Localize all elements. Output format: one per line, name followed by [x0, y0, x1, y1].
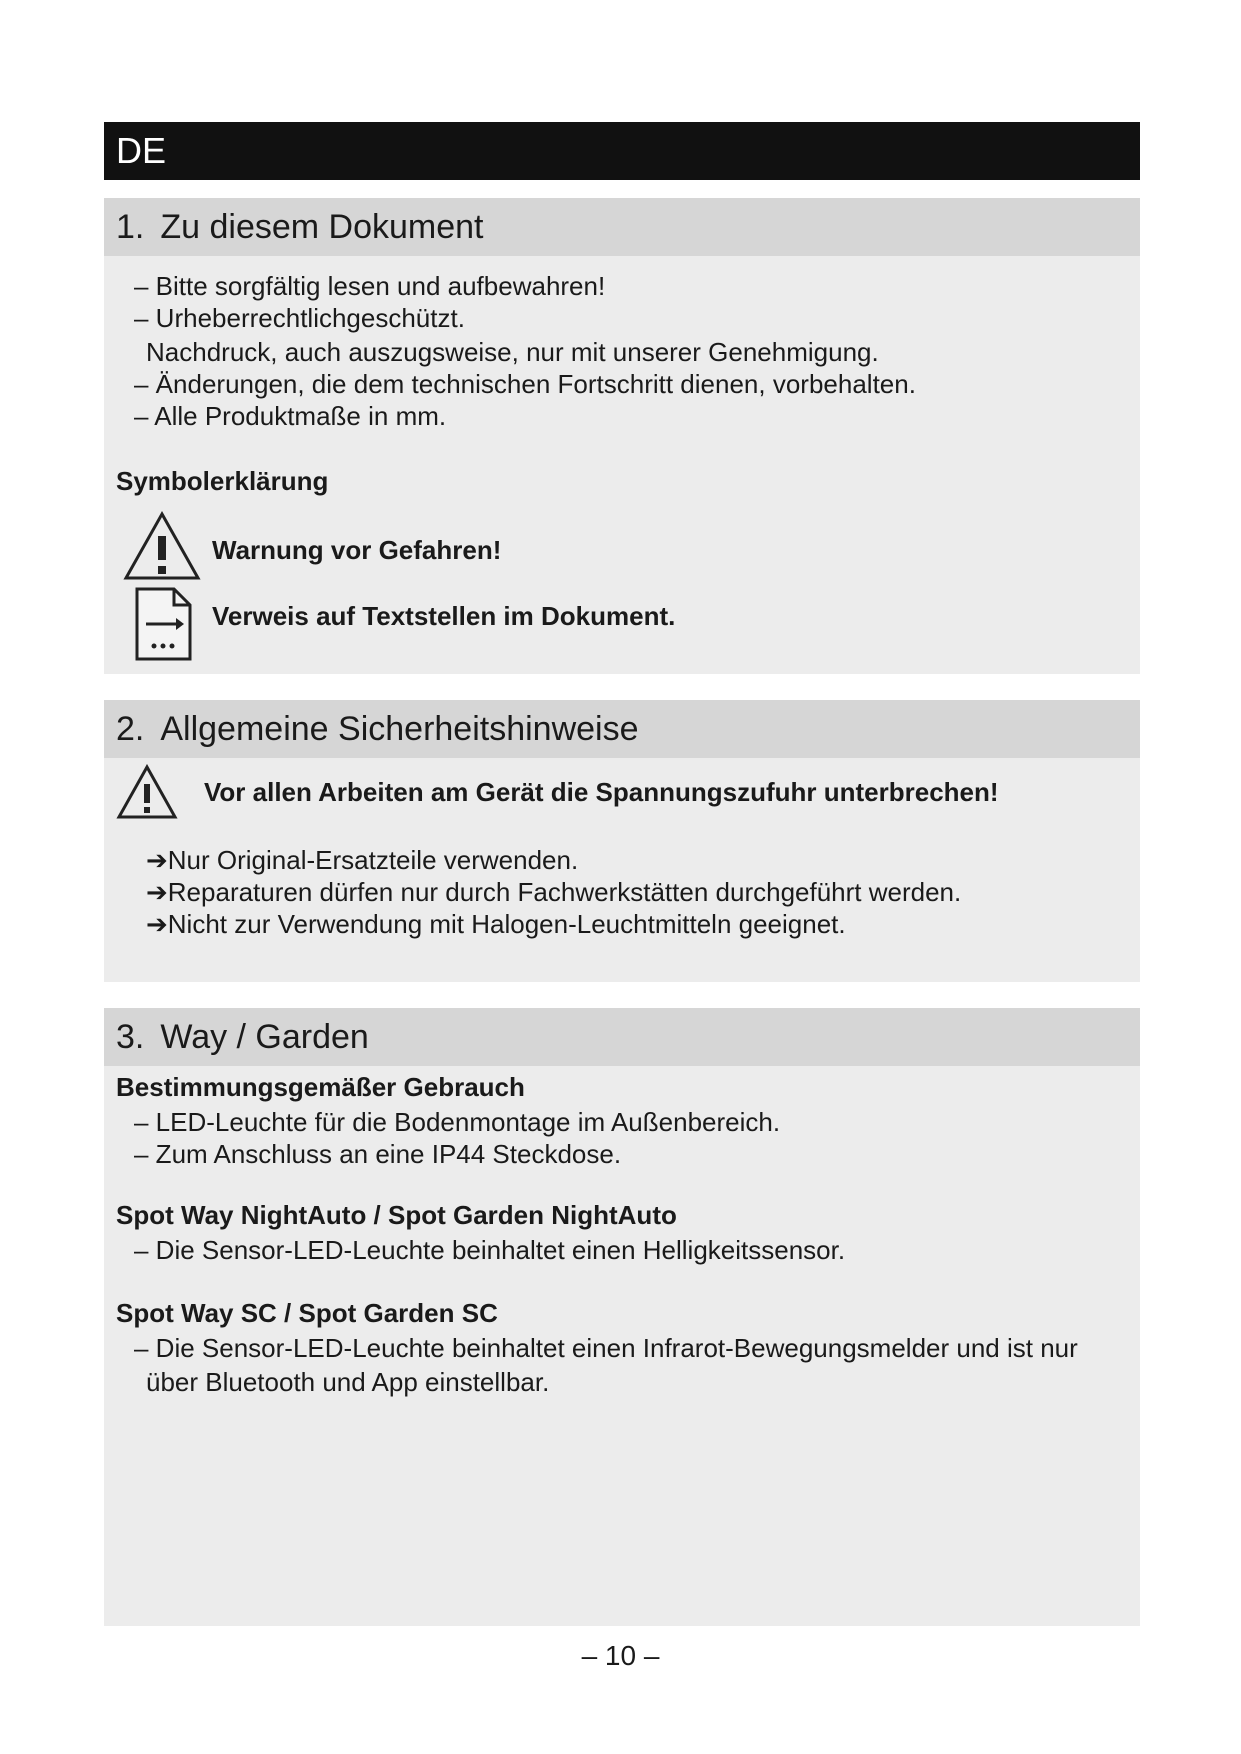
- section-about-document: [104, 198, 1140, 674]
- section-2-title: Allgemeine Sicherheitshinweise: [160, 710, 639, 748]
- sc-heading: Spot Way SC / Spot Garden SC: [116, 1298, 498, 1328]
- section-1-line-5: – Alle Produktmaße in mm.: [134, 401, 447, 431]
- section-1-line-4: – Änderungen, die dem technischen Fortschritt dienen, vorbehalten.: [134, 369, 916, 399]
- section-1-line-1: – Bitte sorgfältig lesen und aufbewahren!: [134, 271, 606, 301]
- safety-warning-text: Vor allen Arbeiten am Gerät die Spannungszufuhr unterbrechen!: [204, 777, 999, 807]
- symbol-warning-text: Warnung vor Gefahren!: [212, 535, 502, 565]
- section-way-garden: [104, 1008, 1140, 1626]
- safety-item-2: ➔Reparaturen dürfen nur durch Fachwerkstätten durchgeführt werden.: [146, 877, 962, 907]
- symbol-reference-text: Verweis auf Textstellen im Dokument.: [212, 601, 676, 631]
- nightauto-item-1: – Die Sensor-LED-Leuchte beinhaltet einen Helligkeitssensor.: [134, 1235, 846, 1265]
- warning-triangle-icon: [116, 764, 178, 820]
- section-3-title: Way / Garden: [160, 1018, 369, 1056]
- section-3-header: [104, 1008, 1140, 1066]
- symbols-heading: Symbolerklärung: [116, 466, 329, 496]
- section-2-number: 2.: [116, 710, 145, 748]
- intended-use-heading: Bestimmungsgemäßer Gebrauch: [116, 1072, 525, 1102]
- section-1-number: 1.: [116, 208, 145, 246]
- section-1-line-3: Nachdruck, auch auszugsweise, nur mit unserer Genehmigung.: [146, 337, 879, 367]
- section-1-header: [104, 198, 1140, 256]
- section-1-title: Zu diesem Dokument: [160, 208, 484, 246]
- section-3-number: 3.: [116, 1018, 145, 1056]
- section-2-header: [104, 700, 1140, 758]
- section-1-line-2: – Urheberrechtlichgeschützt.: [134, 303, 465, 333]
- sc-item-1: – Die Sensor-LED-Leuchte beinhaltet einen Infrarot-Bewegungsmelder und ist nur: [134, 1333, 1078, 1363]
- page-number: – 10 –: [581, 1640, 660, 1671]
- nightauto-heading: Spot Way NightAuto / Spot Garden NightAuto: [116, 1200, 677, 1230]
- document-reference-icon: [134, 586, 194, 662]
- safety-item-1: ➔Nur Original-Ersatzteile verwenden.: [146, 845, 579, 875]
- safety-item-3: ➔Nicht zur Verwendung mit Halogen-Leuchtmitteln geeignet.: [146, 909, 846, 939]
- warning-triangle-icon: [122, 510, 202, 582]
- intended-use-item-2: – Zum Anschluss an eine IP44 Steckdose.: [134, 1139, 622, 1169]
- sc-item-2: über Bluetooth und App einstellbar.: [146, 1367, 550, 1397]
- section-safety: [104, 700, 1140, 982]
- intended-use-item-1: – LED-Leuchte für die Bodenmontage im Außenbereich.: [134, 1107, 781, 1137]
- language-bar: [104, 122, 1140, 180]
- language-code: DE: [116, 130, 167, 171]
